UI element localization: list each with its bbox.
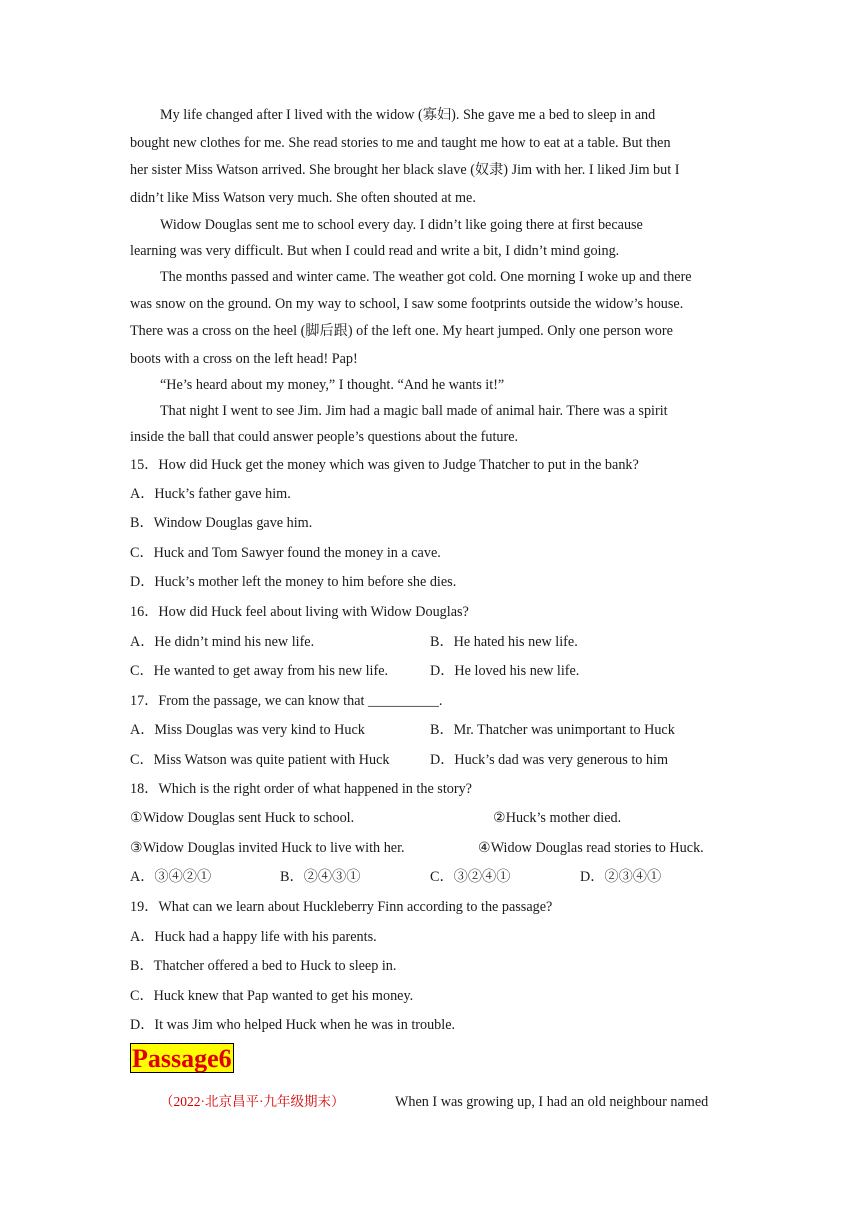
passage-line: boots with a cross on the left head! Pap! xyxy=(130,351,358,367)
question-15-stem: 15．How did Huck get the money which was given to Judge Thatcher to put in the bank? xyxy=(130,457,639,473)
question-16-option-d: D．He loved his new life. xyxy=(430,663,580,679)
passage-line: Widow Douglas sent me to school every day. I didn’t like going there at first because xyxy=(160,217,643,233)
question-17-option-a: A．Miss Douglas was very kind to Huck xyxy=(130,722,365,738)
question-18-item-3: ③Widow Douglas invited Huck to live with her. xyxy=(130,840,405,856)
question-18-option-c: C．③②④① xyxy=(430,869,511,885)
question-17-stem: 17．From the passage, we can know that __________. xyxy=(130,693,443,709)
question-18-item-4: ④Widow Douglas read stories to Huck. xyxy=(478,840,704,856)
question-15-option-c: C．Huck and Tom Sawyer found the money in a cave. xyxy=(130,545,441,561)
passage-6-first-line: When I was growing up, I had an old neighbour named xyxy=(395,1094,709,1110)
passage-6-source: （2022·北京昌平·九年级期末） xyxy=(160,1094,345,1109)
question-15-option-b: B．Window Douglas gave him. xyxy=(130,515,313,531)
passage-line: her sister Miss Watson arrived. She brought her black slave (奴隶) Jim with her. I liked Jim but I xyxy=(130,162,680,178)
question-19-option-d: D．It was Jim who helped Huck when he was in trouble. xyxy=(130,1017,456,1033)
question-19-option-c: C．Huck knew that Pap wanted to get his money. xyxy=(130,988,414,1004)
passage-line: was snow on the ground. On my way to school, I saw some footprints outside the widow’s house. xyxy=(130,296,684,312)
passage-line: My life changed after I lived with the widow (寡妇). She gave me a bed to sleep in and xyxy=(160,107,656,123)
question-18-item-1: ①Widow Douglas sent Huck to school. xyxy=(130,810,355,826)
question-18-item-2: ②Huck’s mother died. xyxy=(493,810,622,826)
question-19-stem: 19．What can we learn about Huckleberry Finn according to the passage? xyxy=(130,899,553,915)
question-16-option-c: C．He wanted to get away from his new life. xyxy=(130,663,389,679)
passage-line: didn’t like Miss Watson very much. She often shouted at me. xyxy=(130,190,476,206)
passage-6-title: Passage6 xyxy=(132,1044,232,1073)
question-16-option-a: A．He didn’t mind his new life. xyxy=(130,634,315,650)
question-15-option-a: A．Huck’s father gave him. xyxy=(130,486,291,502)
question-16-option-b: B．He hated his new life. xyxy=(430,634,578,650)
passage-line: There was a cross on the heel (脚后跟) of the left one. My heart jumped. Only one person wore xyxy=(130,323,673,339)
question-19-option-a: A．Huck had a happy life with his parents. xyxy=(130,929,377,945)
question-18-option-b: B．②④③① xyxy=(280,869,361,885)
passage-line: The months passed and winter came. The weather got cold. One morning I woke up and there xyxy=(160,269,692,285)
question-19-option-b: B．Thatcher offered a bed to Huck to sleep in. xyxy=(130,958,397,974)
passage-line: “He’s heard about my money,” I thought. “And he wants it!” xyxy=(160,377,505,393)
question-15-option-d: D．Huck’s mother left the money to him before she dies. xyxy=(130,574,457,590)
question-18-option-a: A．③④②① xyxy=(130,869,212,885)
passage-line: bought new clothes for me. She read stories to me and taught me how to eat at a table. But then xyxy=(130,135,671,151)
question-17-option-c: C．Miss Watson was quite patient with Huck xyxy=(130,752,390,768)
question-17-option-b: B．Mr. Thatcher was unimportant to Huck xyxy=(430,722,675,738)
passage-line: That night I went to see Jim. Jim had a magic ball made of animal hair. There was a spirit xyxy=(160,403,668,419)
question-17-option-d: D．Huck’s dad was very generous to him xyxy=(430,752,668,768)
question-16-stem: 16．How did Huck feel about living with Widow Douglas? xyxy=(130,604,469,620)
question-18-stem: 18．Which is the right order of what happened in the story? xyxy=(130,781,472,797)
passage-line: inside the ball that could answer people’s questions about the future. xyxy=(130,429,519,445)
question-18-option-d: D．②③④① xyxy=(580,869,662,885)
passage-line: learning was very difficult. But when I could read and write a bit, I didn’t mind going. xyxy=(130,243,620,259)
